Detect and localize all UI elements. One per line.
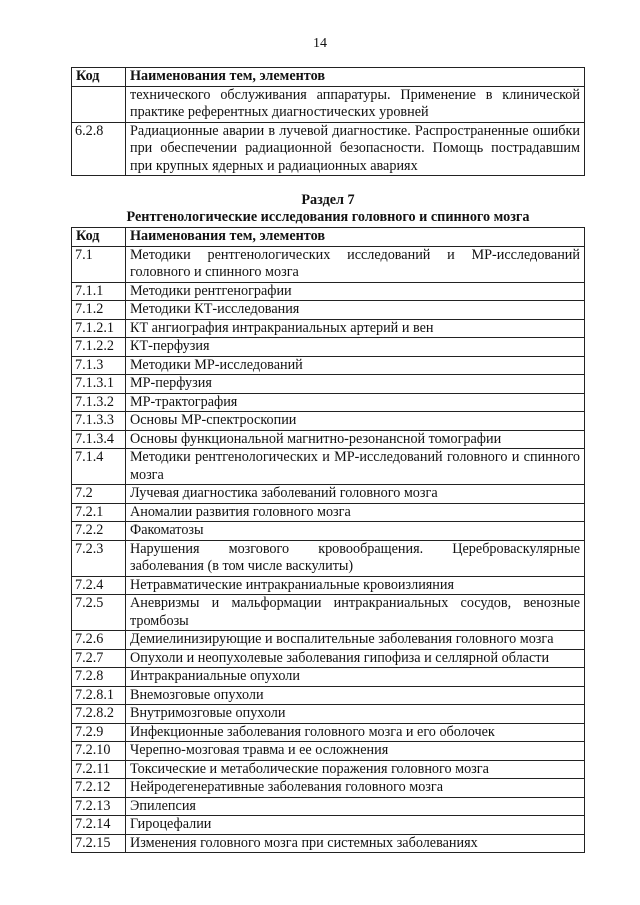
row-code: 7.1.2 <box>72 301 126 320</box>
table-row <box>72 705 585 724</box>
table-row <box>72 412 585 431</box>
row-name: Эпилепсия <box>126 797 585 816</box>
row-code: 7.2.2 <box>72 522 126 541</box>
row-code: 7.2.13 <box>72 797 126 816</box>
row-name: Интракраниальные опухоли <box>126 668 585 687</box>
row-name: Инфекционные заболевания головного мозга и его оболочек <box>126 723 585 742</box>
row-name: Нетравматические интракраниальные кровоизлияния <box>126 576 585 595</box>
table-row <box>72 668 585 687</box>
row-name: Аномалии развития головного мозга <box>126 503 585 522</box>
row-code: 7.2.8 <box>72 668 126 687</box>
table-row <box>72 375 585 394</box>
row-code: 7.1.3 <box>72 356 126 375</box>
section-number: Раздел 7 <box>301 192 355 208</box>
table-row <box>72 760 585 779</box>
row-name: Методики МР-исследований <box>126 356 585 375</box>
row-code: 7.2.1 <box>72 503 126 522</box>
header-code: Код <box>72 68 126 87</box>
row-name: Нейродегенеративные заболевания головного мозга <box>126 779 585 798</box>
row-code: 7.2.11 <box>72 760 126 779</box>
table-header-row <box>72 68 585 87</box>
row-name: Внутримозговые опухоли <box>126 705 585 724</box>
row-name: КТ-перфузия <box>126 338 585 357</box>
table-row <box>72 576 585 595</box>
table-row <box>72 797 585 816</box>
row-name: Гироцефалии <box>126 816 585 835</box>
row-code: 7.1.2.2 <box>72 338 126 357</box>
row-name: Токсические и метаболические поражения головного мозга <box>126 760 585 779</box>
table-row <box>72 301 585 320</box>
row-code: 7.2.8.1 <box>72 686 126 705</box>
row-code: 7.2.5 <box>72 595 126 631</box>
table-continued <box>71 67 585 176</box>
row-name: технического обслуживания аппаратуры. Применение в клинической практике референтных диагностических уровней <box>126 86 585 122</box>
row-name: МР-трактография <box>126 393 585 412</box>
header-name: Наименования тем, элементов <box>126 68 585 87</box>
header-code: Код <box>72 228 126 247</box>
row-code: 7.2.9 <box>72 723 126 742</box>
row-code: 6.2.8 <box>72 122 126 176</box>
row-code <box>72 86 126 122</box>
row-name: Изменения головного мозга при системных заболеваниях <box>126 834 585 853</box>
row-name: Внемозговые опухоли <box>126 686 585 705</box>
row-name: Лучевая диагностика заболеваний головного мозга <box>126 485 585 504</box>
table-row <box>72 393 585 412</box>
row-name: Радиационные аварии в лучевой диагностике. Распространенные ошибки при обеспечении радиационной безопасности. Помощь пострадавшим при крупных ядерных и радиационных авариях <box>126 122 585 176</box>
section-title: Рентгенологические исследования головного и спинного мозга <box>126 209 530 225</box>
table-row <box>72 282 585 301</box>
row-name: Аневризмы и мальформации интракраниальных сосудов, венозные тромбозы <box>126 595 585 631</box>
table-row <box>72 246 585 282</box>
table-row <box>72 122 585 176</box>
row-code: 7.2.7 <box>72 649 126 668</box>
table-row <box>72 686 585 705</box>
table-section-7 <box>71 227 585 853</box>
row-name: Основы МР-спектроскопии <box>126 412 585 431</box>
table-row <box>72 631 585 650</box>
table-row <box>72 356 585 375</box>
row-name: Методики рентгенологических и МР-исследований головного и спинного мозга <box>126 449 585 485</box>
header-name: Наименования тем, элементов <box>126 228 585 247</box>
table-row <box>72 779 585 798</box>
table-row <box>72 430 585 449</box>
row-name: Факоматозы <box>126 522 585 541</box>
row-name: Опухоли и неопухолевые заболевания гипофиза и селлярной области <box>126 649 585 668</box>
row-name: Черепно-мозговая травма и ее осложнения <box>126 742 585 761</box>
row-name: КТ ангиография интракраниальных артерий и вен <box>126 319 585 338</box>
row-code: 7.2.12 <box>72 779 126 798</box>
row-name: МР-перфузия <box>126 375 585 394</box>
row-code: 7.2.10 <box>72 742 126 761</box>
row-code: 7.1.2.1 <box>72 319 126 338</box>
row-code: 7.2.8.2 <box>72 705 126 724</box>
table-row <box>72 503 585 522</box>
row-code: 7.1.3.1 <box>72 375 126 394</box>
table-row <box>72 449 585 485</box>
row-code: 7.1.3.3 <box>72 412 126 431</box>
row-name: Методики рентгенологических исследований и МР-исследований головного и спинного мозга <box>126 246 585 282</box>
table-row <box>72 485 585 504</box>
row-code: 7.2.4 <box>72 576 126 595</box>
row-code: 7.1 <box>72 246 126 282</box>
row-name: Методики рентгенографии <box>126 282 585 301</box>
row-code: 7.2.6 <box>72 631 126 650</box>
row-code: 7.2.14 <box>72 816 126 835</box>
table-row <box>72 742 585 761</box>
table-row <box>72 522 585 541</box>
table-row <box>72 338 585 357</box>
row-name: Нарушения мозгового кровообращения. Цереброваскулярные заболевания (в том числе васкулиты) <box>126 540 585 576</box>
row-code: 7.2.3 <box>72 540 126 576</box>
page-number: 14 <box>313 36 327 51</box>
table-row <box>72 595 585 631</box>
table-row <box>72 649 585 668</box>
table-row <box>72 86 585 122</box>
row-name: Демиелинизирующие и воспалительные заболевания головного мозга <box>126 631 585 650</box>
table-row <box>72 816 585 835</box>
row-name: Основы функциональной магнитно-резонансной томографии <box>126 430 585 449</box>
table-row <box>72 723 585 742</box>
row-code: 7.1.3.2 <box>72 393 126 412</box>
row-code: 7.2 <box>72 485 126 504</box>
table-row <box>72 834 585 853</box>
row-code: 7.1.1 <box>72 282 126 301</box>
row-code: 7.1.3.4 <box>72 430 126 449</box>
row-code: 7.1.4 <box>72 449 126 485</box>
row-code: 7.2.15 <box>72 834 126 853</box>
table-row <box>72 319 585 338</box>
table-header-row <box>72 228 585 247</box>
row-name: Методики КТ-исследования <box>126 301 585 320</box>
table-row <box>72 540 585 576</box>
